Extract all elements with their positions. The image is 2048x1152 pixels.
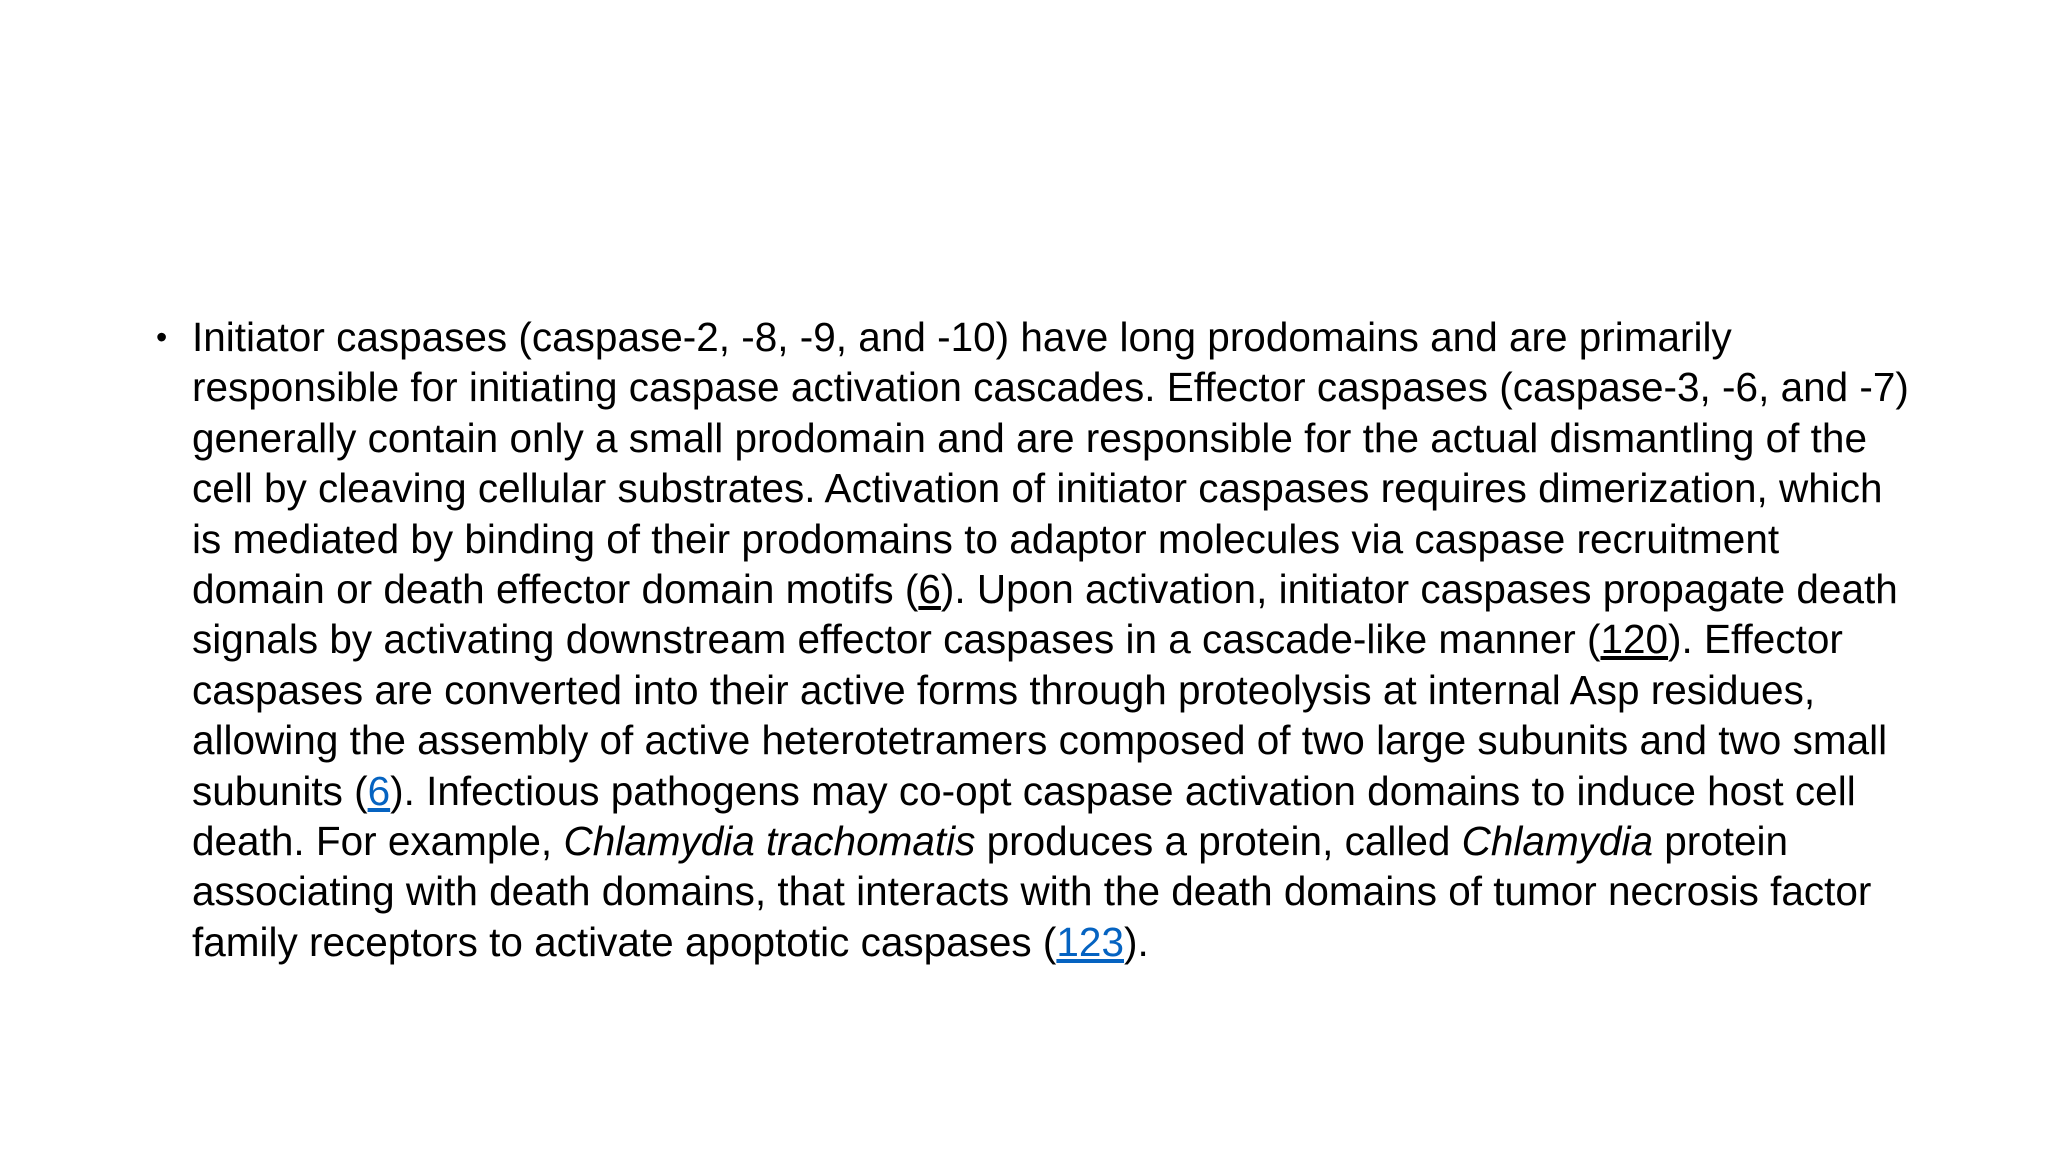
citation-6-first[interactable]: 6 [918,566,941,613]
paragraph-text [192,312,1912,967]
species-name-italic: Chlamydia trachomatis [563,818,976,865]
text-segment-6: protein associating with death domains, that interacts with the death domains of tumor necrosis factor family receptors to activate apoptotic caspases ( [192,818,1872,965]
genus-name-italic: Chlamydia [1461,818,1653,865]
slide-body [152,312,1912,967]
text-segment-4: ). Infectious pathogens may co-opt caspase activation domains to induce host cell death. For example, [192,767,1856,865]
bullet-icon: • [156,319,168,355]
citation-123-link[interactable]: 123 [1056,918,1124,965]
text-segment-5: produces a protein, called [975,818,1462,865]
bullet-item [152,312,1912,967]
text-segment-1: Initiator caspases (caspase-2, -8, -9, and -10) have long prodomains and are primarily responsible for initiating caspase activation cascades. Effector caspases (caspase-3, -6, and -7) generally contain only a small prodomain and are responsible for the actual dismantling of the cell by cleaving cellular substrates. Activation of initiator caspases requires dimerization, which is mediated by binding of their prodomains to adaptor molecules via caspase recruitment domain or death effector domain motifs ( [192,314,1909,613]
text-segment-7: ). [1123,918,1149,965]
text-segment-3: ). Effector caspases are converted into their active forms through proteolysis at internal Asp residues, allowing the assembly of active heterotetramers composed of two large subunits and two small subunits ( [192,616,1888,814]
citation-120[interactable]: 120 [1600,616,1669,663]
text-segment-2: ). Upon activation, initiator caspases propagate death signals by activating downstream effector caspases in a cascade-like manner ( [192,566,1898,663]
citation-6-link[interactable]: 6 [367,767,391,814]
